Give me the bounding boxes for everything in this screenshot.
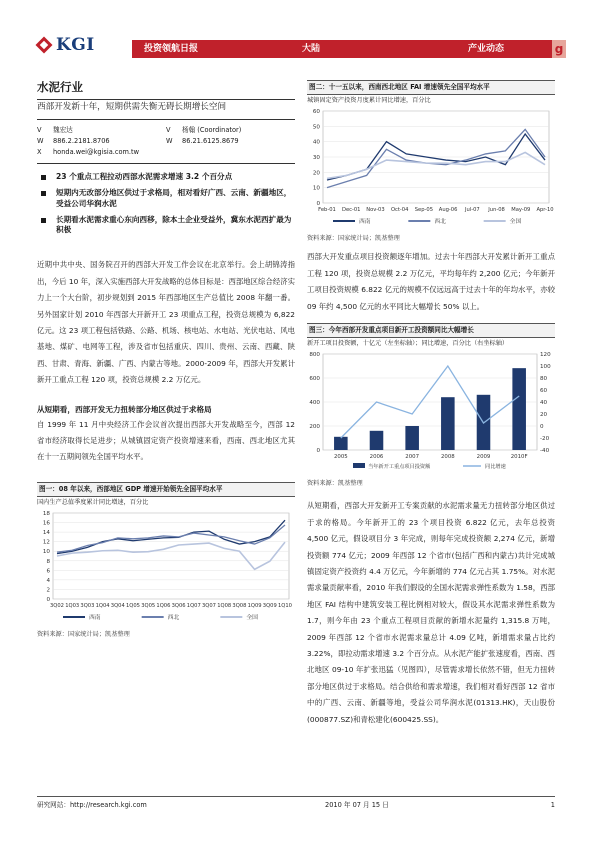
analyst-email[interactable]: honda.wei@kgisia.com.tw [53, 148, 139, 157]
bar [405, 426, 419, 450]
bar [370, 431, 384, 450]
logo-text: KGI [56, 34, 95, 55]
key-point [37, 188, 295, 209]
y-tick-label: 8 [46, 558, 50, 565]
y-tick-label: 0 [316, 201, 320, 208]
y2-tick-label: 0 [540, 424, 544, 431]
x-tick-label: 2009 [476, 454, 491, 461]
y-tick-label: 16 [42, 520, 50, 527]
y-tick-label: 20 [312, 170, 320, 177]
legend-swatch [353, 463, 365, 468]
x-tick-label: 3Q08 [232, 603, 247, 610]
left-column [37, 80, 295, 639]
analyst-1 [37, 125, 166, 158]
kgi-logo [38, 34, 118, 56]
figure-1-subtitle: 国内生产总值季度累计同比增速，百分比 [37, 498, 149, 506]
x-tick-label: 2006 [369, 454, 384, 461]
x-tick-label: 2008 [440, 454, 455, 461]
x-tick-label: 3Q09 [262, 603, 277, 610]
analyst-v-label: V [37, 126, 42, 135]
legend-label: 全国 [246, 615, 258, 622]
figure-2-chart [307, 105, 555, 229]
x-tick-label: 2007 [405, 454, 420, 461]
x-tick-label: Oct-04 [390, 207, 409, 214]
x-tick-label: 1Q08 [217, 603, 232, 610]
legend-label: 西北 [434, 219, 446, 226]
analyst-phone: 86.21.6125.8679 [182, 137, 239, 146]
header-daily: 投资领航日报 [144, 43, 199, 54]
section-heading: 从短期看，西部开发无力扭转部分地区供过于求格局 [37, 404, 212, 414]
x-tick-label: Sep-05 [414, 207, 434, 214]
footer [37, 796, 555, 810]
key-point-text: 长期看水泥需求重心东向西移，除本土企业受益外，冀东水泥西扩最为积极 [56, 214, 292, 235]
y-tick-label: 800 [309, 352, 320, 359]
right-column [307, 80, 555, 728]
figure-3-subtitle: 新开工项目投资额，十亿元（左坐标轴）；同比增速，百分比（右坐标轴） [307, 339, 509, 347]
x-tick-label: Dec-01 [341, 207, 361, 214]
y2-tick-label: -40 [540, 448, 550, 455]
legend-label: 全国 [509, 219, 522, 226]
logo-mark [36, 37, 53, 54]
y-tick-label: 200 [309, 424, 320, 431]
y-tick-label: 18 [42, 511, 50, 518]
x-tick-label: 2005 [333, 454, 348, 461]
analyst-name: 杨翰 (Coordinator) [182, 126, 242, 135]
y-tick-label: 600 [309, 376, 320, 383]
figure-1-title: 图一：08 年以来，西部地区 GDP 增速开始领先全国平均水平 [37, 482, 295, 497]
bar [334, 437, 348, 450]
footer-page-number: 1 [550, 801, 555, 809]
bullet-square-icon [41, 218, 46, 223]
y-tick-label: 12 [42, 539, 50, 546]
header-bar [132, 40, 564, 58]
y2-tick-label: 20 [540, 412, 548, 419]
analyst-phone: 886.2.2181.8706 [53, 137, 110, 146]
y-tick-label: 6 [46, 568, 50, 575]
report-title: 水泥行业 [37, 80, 295, 100]
key-point-text: 23 个重点工程拉动西部水泥需求增速 3.2 个百分点 [56, 172, 233, 182]
analyst-2 [166, 125, 295, 158]
figure-3-title: 图三：今年西部开发重点项目新开工投资额同比大幅增长 [307, 323, 555, 338]
footer-website[interactable]: 研究网站：http://research.kgi.com [37, 801, 147, 809]
x-tick-label: 1Q04 [95, 603, 110, 610]
analyst-w-label: W [37, 137, 44, 146]
x-tick-label: 1Q06 [156, 603, 171, 610]
y2-tick-label: 40 [540, 400, 548, 407]
x-tick-label: Jul-07 [464, 207, 480, 214]
figure-3-source: 资料来源：凯基整理 [307, 479, 363, 487]
bullet-square-icon [41, 175, 46, 180]
plot-area [53, 513, 289, 599]
legend-label: 西南 [359, 219, 371, 226]
y2-tick-label: 120 [540, 352, 551, 359]
x-tick-label: Feb-01 [318, 207, 336, 214]
header-sector: 产业动态 [468, 43, 505, 54]
figure-2-source: 资料来源：国家统计局；凯基整理 [307, 234, 400, 242]
x-tick-label: 3Q07 [202, 603, 216, 610]
figure-1-source: 资料来源：国家统计局；凯基整理 [37, 630, 130, 638]
y2-tick-label: 100 [540, 364, 551, 371]
figure-1-chart [37, 507, 295, 625]
figure-3-chart [307, 348, 555, 474]
x-tick-label: 1Q07 [186, 603, 201, 610]
x-tick-label: 3Q04 [110, 603, 125, 610]
analyst-block [37, 125, 295, 158]
header-page-mark: g [552, 40, 566, 58]
footer-date: 2010 年 07 月 15 日 [325, 801, 389, 809]
y-tick-label: 40 [312, 139, 320, 146]
x-tick-label: 1Q10 [278, 603, 292, 610]
x-tick-label: Jun-08 [488, 207, 505, 214]
bar [512, 368, 526, 450]
y2-tick-label: -20 [540, 436, 550, 443]
y-tick-label: 30 [312, 155, 320, 162]
figure-3 [307, 323, 555, 488]
y2-tick-label: 60 [540, 388, 548, 395]
x-tick-label: 3Q05 [141, 603, 156, 610]
x-tick-label: 1Q09 [247, 603, 262, 610]
y-tick-label: 10 [312, 185, 320, 192]
y-tick-label: 400 [309, 400, 320, 407]
figure-2-subtitle: 城镇固定资产投资月度累计同比增速，百分比 [307, 96, 431, 104]
key-point [37, 172, 295, 182]
legend-label: 同比增速 [485, 464, 506, 471]
y-tick-label: 14 [42, 530, 50, 537]
y-tick-label: 4 [46, 577, 50, 584]
y-tick-label: 0 [316, 448, 320, 455]
y-tick-label: 2 [46, 587, 50, 594]
y-tick-label: 10 [42, 549, 50, 556]
analyst-v-label: V [166, 126, 171, 135]
legend-label: 西南 [89, 615, 101, 622]
header-region: 大陆 [302, 43, 321, 54]
x-tick-label: 1Q05 [126, 603, 140, 610]
figure-2-title: 图二：十一五以来，西南西北地区 FAI 增速领先全国平均水平 [307, 80, 555, 95]
bullet-square-icon [41, 191, 46, 196]
figure-1 [37, 482, 295, 639]
x-tick-label: Nov-03 [366, 207, 385, 214]
divider [37, 119, 295, 120]
legend-label: 当年新开工重点项目投资额 [368, 464, 431, 471]
figure-2 [307, 80, 555, 243]
report-subtitle: 西部开发新十年，短期供需失衡无碍长期增长空间 [37, 101, 227, 112]
body-paragraph-4: 从短期看，西部大开发新开工专案贡献的水泥需求量无力扭转部分地区供过于求的格局。今年新开工的 23 个项目投资 6.822 亿元，去年总投资 4,500 亿元，假设项目分 3 年完成，则每年完成投资额 2,274 亿元，新增投资额 774 亿元；2009 年西部 12 个省市(包括广西和内蒙古)共计完成城镇固定资产投资约 4.4 万亿元，今年新增的 774 亿元占其 1.75%。对水泥需求量贡献率看，2010 年我们假设的全国水泥需求弹性系数为 1.58，西部地区 FAI 结构中建筑安装工程比例相对较大，假设其水泥需求弹性系数为 1.7，则今年由 23 个重点工程项目贡献的新增水泥量约 1,315.8 万吨，2009 年西部 12 个省市水泥需求量总计 4.09 亿吨，新增需求量占比约 3.22%，即拉动需求增速 3.2 个百分点。从水泥产能扩张速度看，西南、西北地区 09-10 年扩张迅猛（见图四），尽管需求增长依然不错，但无力扭转部分地区供过于求格局。结合供给和需求增速，我们相对看好西部 12 省市中的广西、云南、新疆等地，受益公司华润水泥(01313.HK)，天山股份(000877.SZ)和青松建化(600425.SS)。 [307, 501, 555, 724]
y2-tick-label: 80 [540, 376, 548, 383]
x-tick-label: 3Q06 [171, 603, 186, 610]
x-tick-label: 3Q03 [80, 603, 95, 610]
y-tick-label: 60 [312, 109, 320, 116]
divider [37, 163, 295, 164]
x-tick-label: 1Q03 [65, 603, 80, 610]
key-point [37, 215, 295, 236]
legend-label: 西北 [167, 615, 180, 622]
x-tick-label: Aug-06 [438, 207, 458, 214]
body-paragraph-2: 自 1999 年 11 月中央经济工作会议首次提出西部大开发战略至今，西部 12 省市经济取得长足进步；从城镇固定资产投资增速来看，西南、西北地区尤其在十一五期间领先全国平均水平。 [37, 419, 295, 462]
y-tick-label: 50 [312, 124, 320, 131]
body-paragraph-1: 近期中共中央、国务院召开的西部大开发工作会议在北京举行。会上胡锦涛指出，今后 10 年，深入实施西部大开发战略的总体目标是：西部地区综合经济实力上一个大台阶，初步规划到 2015 年西部地区生产总值比 2008 年翻一番。另外国家计划 2010 年西部大开新开工 23 项重点工程，投资总规模为 6,822 亿元。这 23 项工程包括铁路、公路、机场、核电站、水电站、光伏电站、风电基地、煤矿、电网等工程，涉及省市包括重庆、四川、贵州、云南、西藏、陕西、甘肃、青海、新疆、广西、内蒙古等地。2000-2009 年，西部大开发累计新开工重点工程 120 项，投资总规模 2.2 万亿元。 [37, 260, 295, 385]
x-tick-label: 3Q02 [50, 603, 64, 610]
x-tick-label: Apr-10 [536, 207, 554, 214]
bar [441, 397, 455, 450]
key-points [37, 172, 295, 235]
analyst-x-label: X [37, 148, 42, 157]
y-tick-label: 0 [46, 597, 50, 604]
key-point-text: 短期内无改部分地区供过于求格局，相对看好广西、云南、新疆地区，受益公司华润水泥 [56, 188, 292, 208]
x-tick-label: 2010F [510, 454, 528, 461]
analyst-w-label: W [166, 137, 173, 146]
x-tick-label: May-09 [511, 207, 531, 214]
analyst-name: 魏宏达 [53, 126, 73, 135]
body-paragraph-3: 西部大开发重点项目投资额逐年增加。过去十年西部大开发累计新开工重点工程 120 项，投资总规模 2.2 万亿元，平均每年约 2,200 亿元；今年新开工项目投资规模 6.822 亿元的规模不仅远远高于过去十年的年均水平，亦较 09 年约 4,500 亿元的水平同比大幅增长 50% 以上。 [307, 252, 555, 311]
